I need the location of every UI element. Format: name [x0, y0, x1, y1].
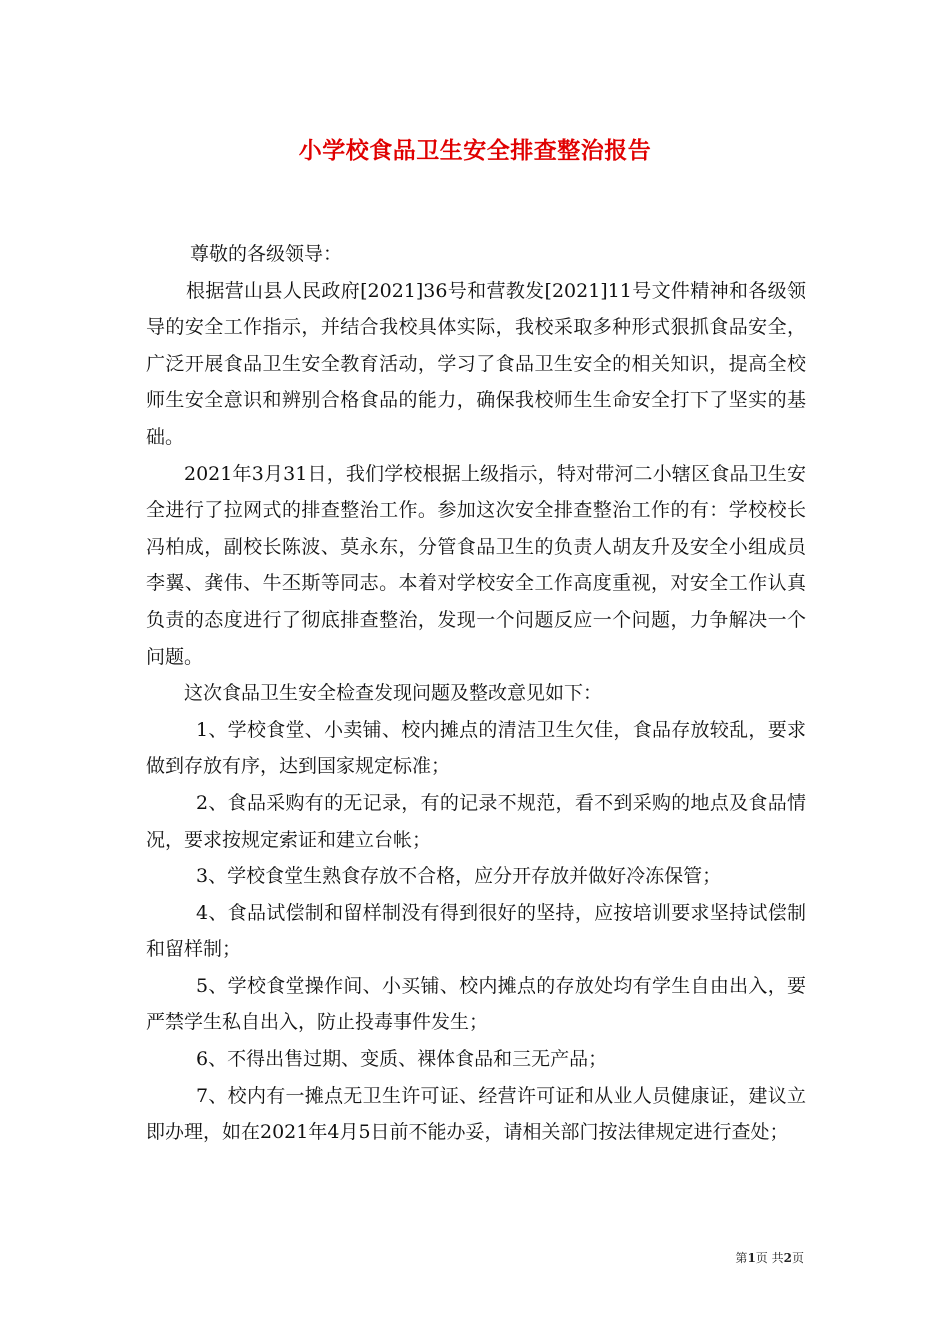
finding-item-4: 4、食品试偿制和留样制没有得到很好的坚持，应按培训要求坚持试偿制和留样制； — [146, 901, 806, 961]
finding-item-7: 7、校内有一摊点无卫生许可证、经营许可证和从业人员健康证，建议立即办理，如在2021年4月5日前不能办妥，请相关部门按法律规定进行查处； — [146, 1084, 806, 1144]
finding-item-5: 5、学校食堂操作间、小买铺、校内摊点的存放处均有学生自由出入，要严禁学生私自出入，防止投毒事件发生； — [146, 974, 806, 1034]
finding-item-3: 3、学校食堂生熟食存放不合格，应分开存放并做好冷冻保管； — [196, 865, 722, 888]
paragraph-intro: 根据营山县人民政府[2021]36号和营教发[2021]11号文件精神和各级领导的安全工作指示，并结合我校具体实际，我校采取多种形式狠抓食品安全，广泛开展食品卫生安全教育活动，学习了食品卫生安全的相关知识，提高全校师生安全意识和辨别合格食品的能力，确保我校师生生命安全打下了坚实的基础。 — [146, 279, 806, 448]
footer-suffix: 页 — [791, 1251, 804, 1265]
document-title: 小学校食品卫生安全排查整治报告 — [298, 137, 652, 164]
page-footer — [735, 1249, 804, 1266]
footer-prefix: 第 — [735, 1251, 748, 1265]
finding-item-2: 2、食品采购有的无记录，有的记录不规范，看不到采购的地点及食品情况，要求按规定索证和建立台帐； — [146, 791, 806, 851]
document-body — [146, 236, 806, 1151]
footer-page-number: 1 — [747, 1251, 756, 1265]
footer-total-pages: 2 — [783, 1251, 792, 1265]
finding-item-6: 6、不得出售过期、变质、裸体食品和三无产品； — [196, 1048, 608, 1071]
salutation: 尊敬的各级领导： — [190, 243, 343, 265]
paragraph-findings-heading: 这次食品卫生安全检查发现问题及整改意见如下： — [184, 682, 603, 705]
paragraph-inspection: 2021年3月31日，我们学校根据上级指示，特对带河二小辖区食品卫生安全进行了拉网式的排查整治工作。参加这次安全排查整治工作的有：学校校长冯柏成，副校长陈波、莫永东，分管食品卫生的负责人胡友升及安全小组成员李翼、龚伟、牛丕斯等同志。本着对学校安全工作高度重视，对安全工作认真负责的态度进行了彻底排查整治，发现一个问题反应一个问题，力争解决一个问题。 — [146, 462, 806, 668]
footer-middle: 页 共 — [755, 1251, 784, 1265]
finding-item-1: 1、学校食堂、小卖铺、校内摊点的清洁卫生欠佳，食品存放较乱，要求做到存放有序，达到国家规定标准； — [146, 718, 806, 778]
